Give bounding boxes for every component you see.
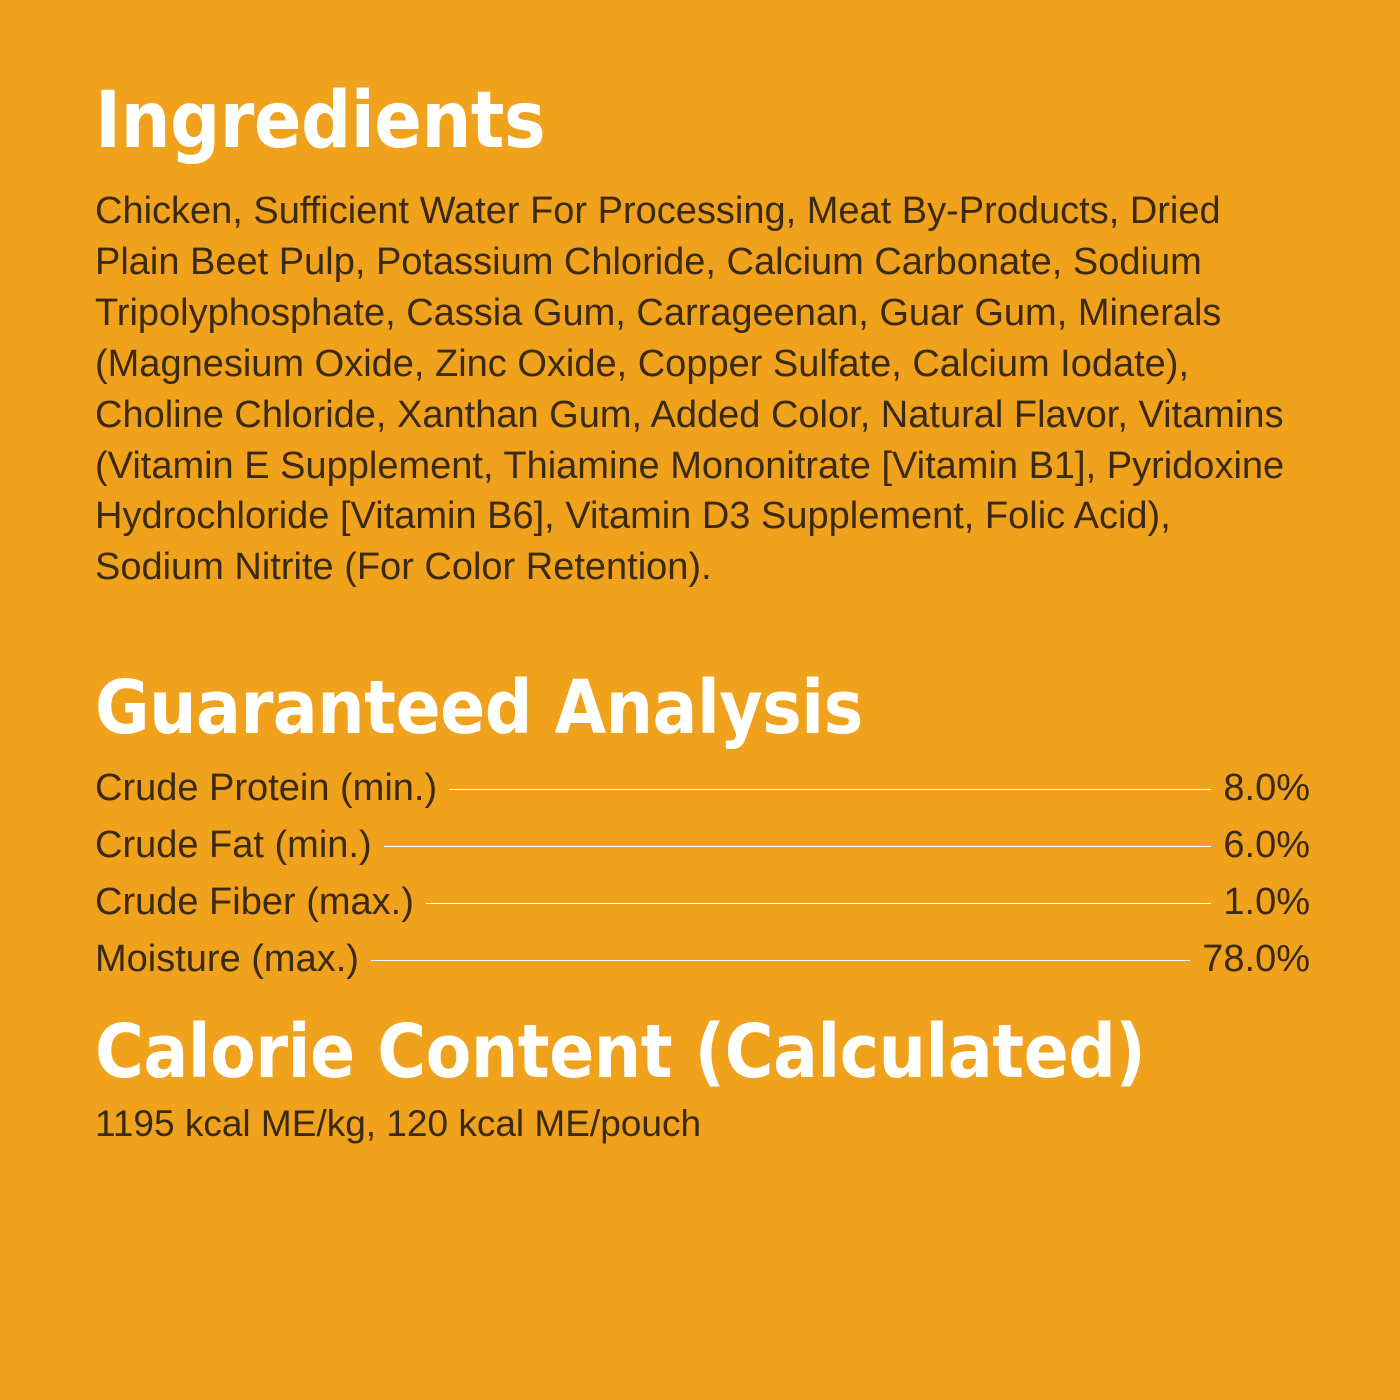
table-row bbox=[95, 881, 1310, 924]
leader-rule bbox=[426, 903, 1212, 904]
calorie-content-text: 1195 kcal ME/kg, 120 kcal ME/pouch bbox=[95, 1103, 702, 1145]
nutrient-label: Moisture (max.) bbox=[95, 938, 359, 981]
guaranteed-analysis-table bbox=[95, 767, 1310, 981]
leader-rule bbox=[384, 846, 1212, 847]
calorie-content-heading: Calorie Content (Calculated) bbox=[95, 1009, 1146, 1096]
table-row bbox=[95, 938, 1310, 981]
nutrient-value: 1.0% bbox=[1223, 881, 1310, 924]
ingredients-text: Chicken, Sufficient Water For Processing, Meat By-Products, Dried Plain Beet Pulp, Potassium Chloride, Calcium Carbonate, Sodium Tripolyphosphate, Cassia Gum, Carrageenan, Guar Gum, Minerals (Magnesium Oxide, Zinc Oxide, Copper Sulfate, Calcium Iodate), Choline Chloride, Xanthan Gum, Added Color, Natural Flavor, Vitamins (Vitamin E Supplement, Thiamine Mononitrate [Vitamin B1], Pyridoxine Hydrochloride [Vitamin B6], Vitamin D3 Supplement, Folic Acid), Sodium Nitrite (For Color Retention). bbox=[95, 190, 1285, 589]
table-row bbox=[95, 767, 1310, 810]
nutrient-label: Crude Fiber (max.) bbox=[95, 881, 414, 924]
ingredients-heading: Ingredients bbox=[95, 76, 546, 166]
ingredients-section bbox=[95, 76, 1305, 593]
calorie-content-section bbox=[95, 1009, 1305, 1149]
leader-rule bbox=[371, 960, 1190, 961]
table-row bbox=[95, 824, 1310, 867]
nutrient-value: 8.0% bbox=[1223, 767, 1310, 810]
nutrient-label: Crude Fat (min.) bbox=[95, 824, 372, 867]
guaranteed-analysis-section bbox=[95, 665, 1310, 981]
guaranteed-analysis-heading: Guaranteed Analysis bbox=[95, 665, 863, 752]
nutrient-value: 78.0% bbox=[1202, 938, 1310, 981]
leader-rule bbox=[449, 789, 1211, 790]
nutrient-label: Crude Protein (min.) bbox=[95, 767, 438, 810]
nutrient-value: 6.0% bbox=[1223, 824, 1310, 867]
